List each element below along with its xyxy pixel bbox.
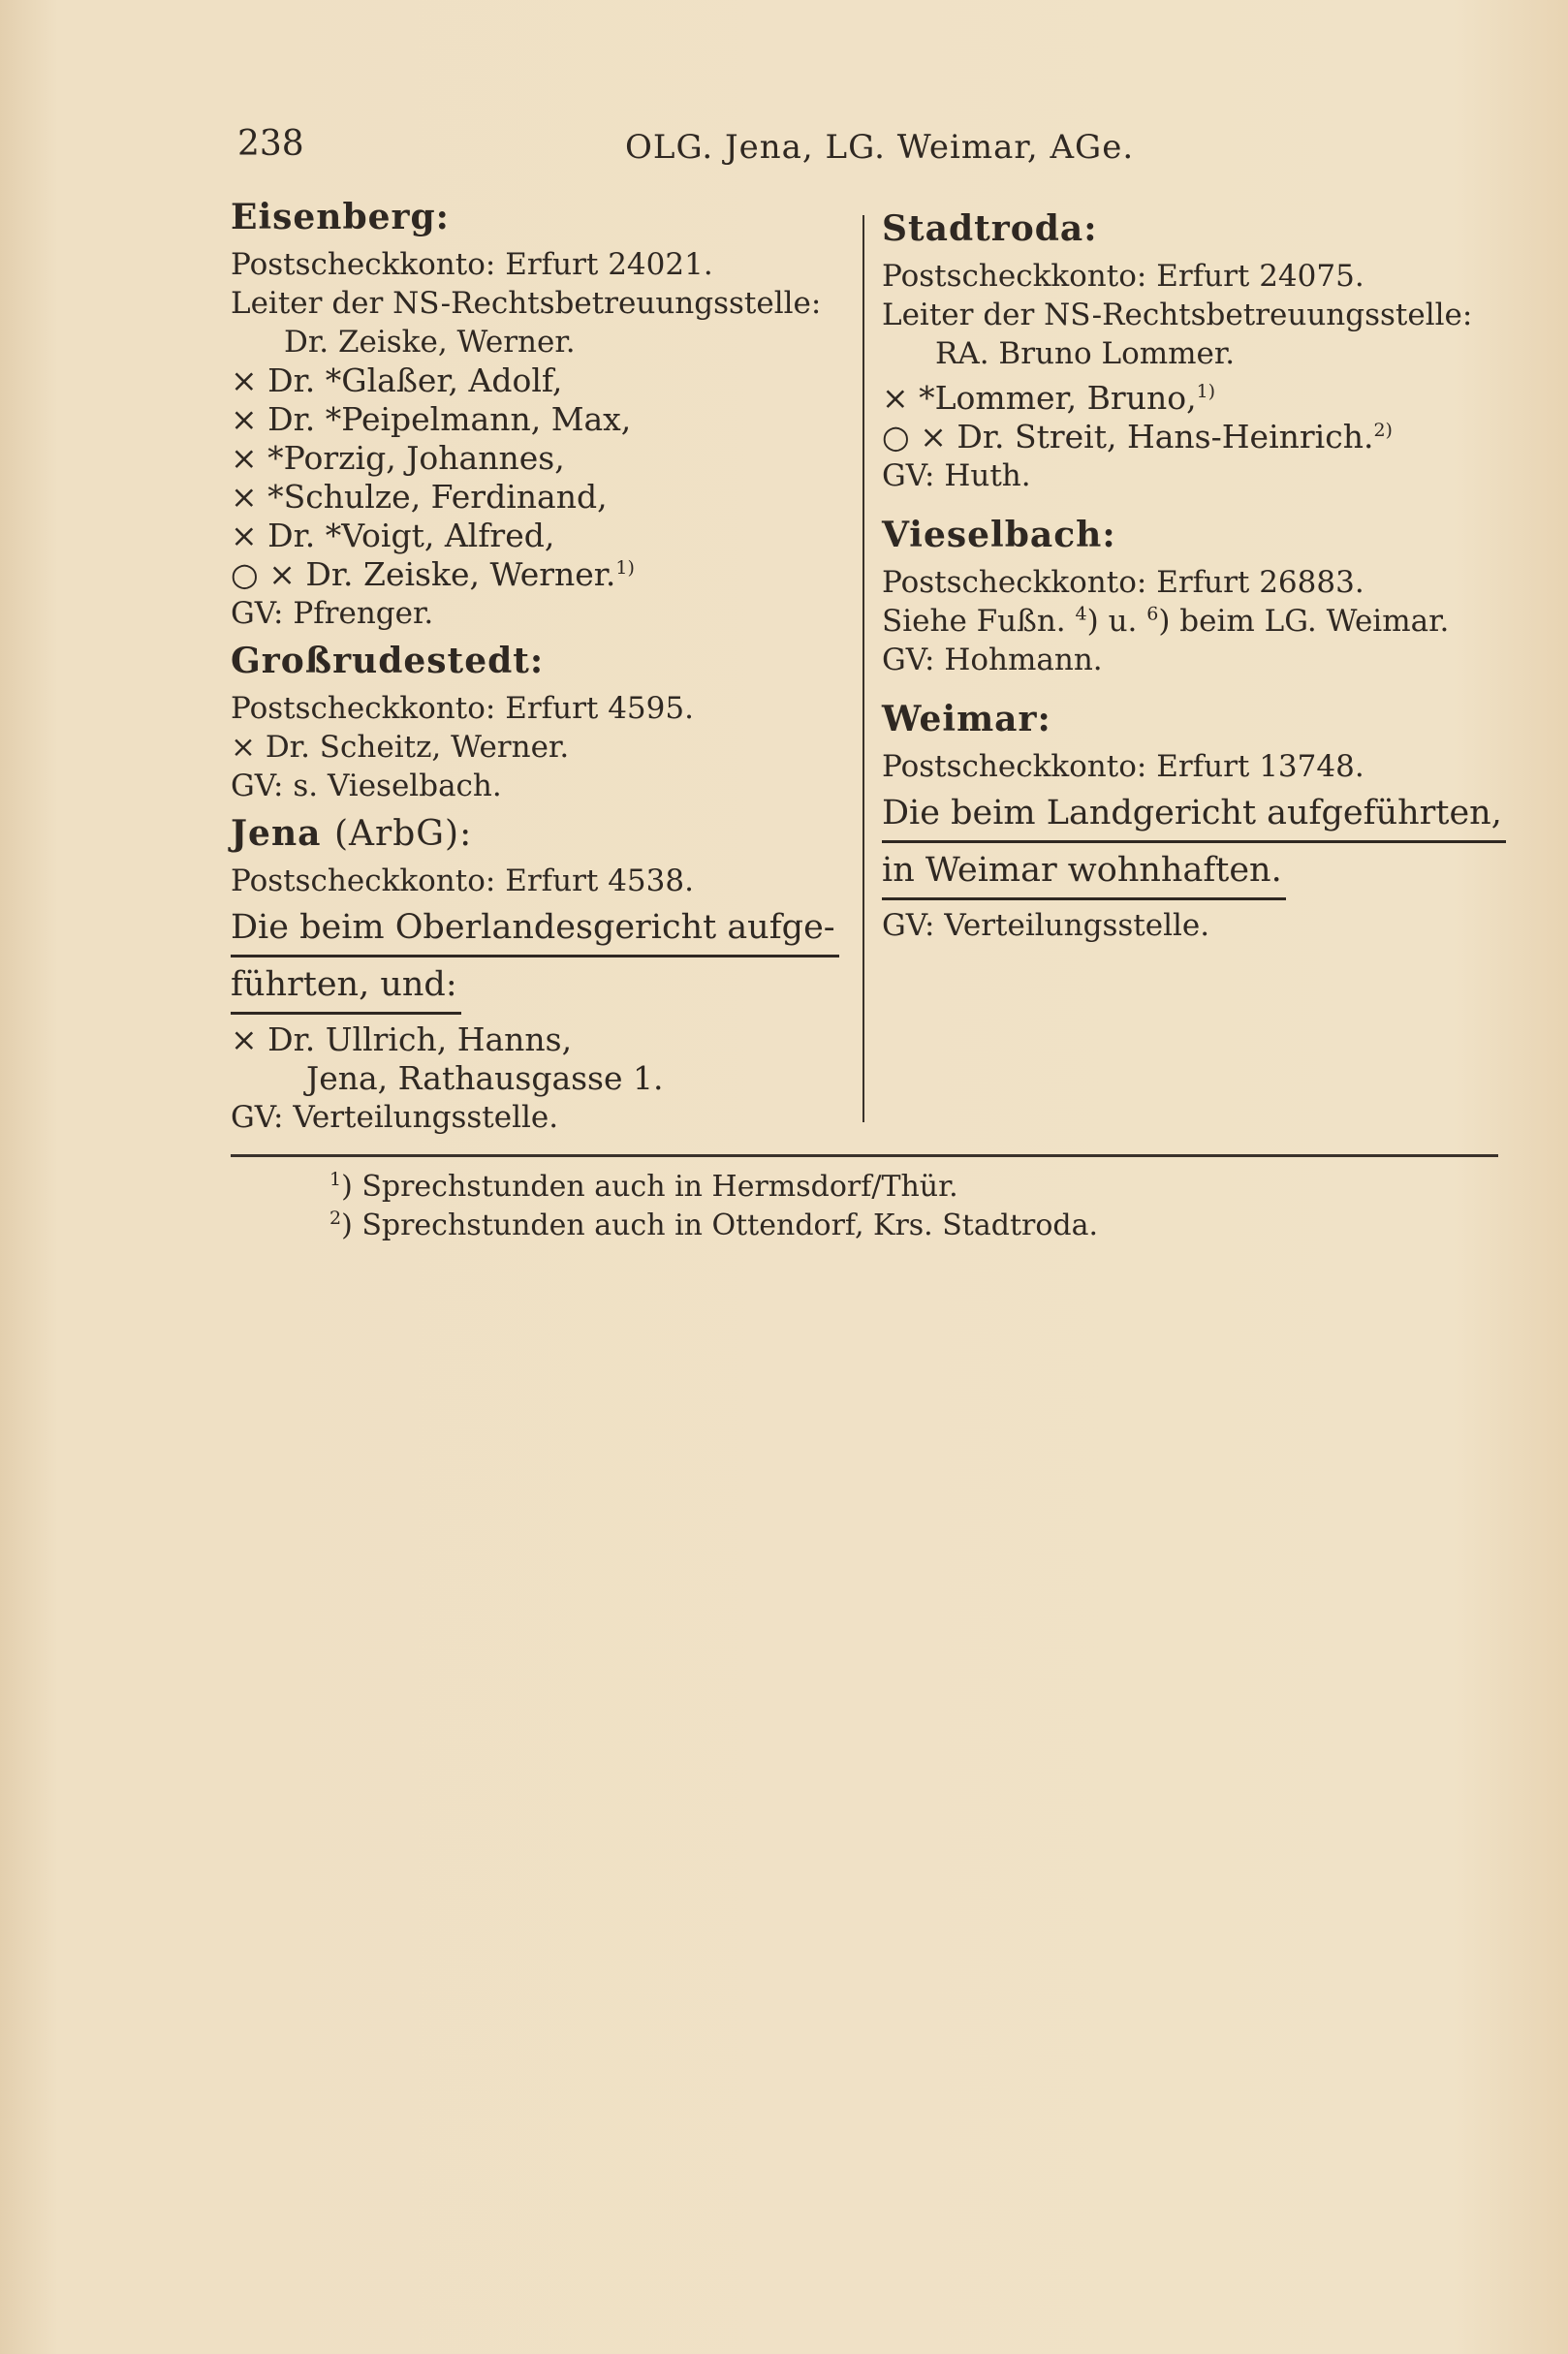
lg-note-line1: Die beim Landgericht aufgeführten, <box>882 786 1506 843</box>
gv-line: GV: Huth. <box>882 458 1031 493</box>
footnote-text: ) Sprechstunden auch in Hermsdorf/Thür. <box>341 1170 958 1204</box>
postscheck-line: Postscheckkonto: Erfurt 4538. <box>231 863 694 898</box>
footnote <box>329 1168 1098 1207</box>
list-item <box>231 555 856 594</box>
siehe-text: ) u. <box>1086 604 1138 639</box>
siehe-text: ) beim LG. Weimar. <box>1158 604 1450 639</box>
olg-note-line1: Die beim Oberlandesgericht aufge- <box>231 900 839 957</box>
section-vieselbach <box>882 515 1502 679</box>
leiter-name: RA. Bruno Lommer. <box>935 336 1236 371</box>
running-title: OLG. Jena, LG. Weimar, AGe. <box>625 128 1135 167</box>
footnote-ref: 4 <box>1075 603 1087 625</box>
leiter-label: Leiter der NS-Rechtsbetreuungsstelle: <box>882 298 1473 332</box>
column-divider <box>862 215 864 1122</box>
list-item <box>882 418 1502 456</box>
postscheck-line: Postscheckkonto: Erfurt 24021. <box>231 247 713 282</box>
section-grossrudestedt <box>231 641 856 805</box>
footnote-ref: 1) <box>1196 381 1216 402</box>
page-number: 238 <box>237 124 304 164</box>
heading-jena <box>231 813 856 854</box>
olg-note-line2: führten, und: <box>231 957 461 1015</box>
list-item-address: Jena, Rathausgasse 1. <box>306 1059 664 1097</box>
postscheck-line: Postscheckkonto: Erfurt 13748. <box>882 749 1364 784</box>
list-item: × Dr. Scheitz, Werner. <box>231 730 570 765</box>
footnote-ref: 1) <box>615 557 635 579</box>
left-column <box>231 189 856 1137</box>
footnote-mark: 2 <box>329 1208 342 1229</box>
list-item: × Dr. *Peipelmann, Max, <box>231 400 632 438</box>
section-stadtroda <box>882 208 1502 495</box>
list-item-text: × *Lommer, Bruno, <box>882 379 1197 417</box>
heading-weimar: Weimar: <box>882 699 1051 739</box>
right-column <box>882 201 1502 945</box>
footnote-ref: 6 <box>1146 603 1159 625</box>
heading-eisenberg: Eisenberg: <box>231 197 450 237</box>
footnote <box>329 1207 1098 1245</box>
leiter-name: Dr. Zeiske, Werner. <box>284 325 576 360</box>
section-jena <box>231 813 856 1137</box>
footnote-ref: 2) <box>1373 420 1393 441</box>
siehe-line <box>882 602 1502 641</box>
list-item: × Dr. *Glaßer, Adolf, <box>231 361 563 399</box>
footnote-mark: 1 <box>329 1169 342 1190</box>
siehe-text: Siehe Fußn. <box>882 604 1066 639</box>
postscheck-line: Postscheckkonto: Erfurt 4595. <box>231 691 694 726</box>
list-item: × *Porzig, Johannes, <box>231 439 565 477</box>
section-eisenberg <box>231 197 856 633</box>
heading-stadtroda: Stadtroda: <box>882 208 1098 249</box>
list-item: × Dr. *Voigt, Alfred, <box>231 517 555 554</box>
section-weimar <box>882 699 1502 945</box>
list-item: × Dr. Ullrich, Hanns, <box>231 1020 573 1058</box>
postscheck-line: Postscheckkonto: Erfurt 24075. <box>882 259 1364 294</box>
lg-note-line2: in Weimar wohnhaften. <box>882 843 1286 900</box>
heading-grossrudestedt: Großrudestedt: <box>231 641 545 681</box>
gv-line: GV: Verteilungsstelle. <box>231 1100 559 1135</box>
footnote-divider <box>231 1154 1498 1157</box>
gv-line: GV: Pfrenger. <box>231 596 434 631</box>
gv-line: GV: s. Vieselbach. <box>231 769 502 803</box>
list-item-text: ○ × Dr. Streit, Hans-Heinrich. <box>882 418 1374 455</box>
heading-jena-name: Jena <box>231 813 322 854</box>
page-header <box>237 124 1497 173</box>
footnote-text: ) Sprechstunden auch in Ottendorf, Krs. Stadtroda. <box>341 1208 1099 1242</box>
gv-line: GV: Hohmann. <box>882 643 1103 677</box>
postscheck-line: Postscheckkonto: Erfurt 26883. <box>882 565 1364 600</box>
heading-vieselbach: Vieselbach: <box>882 515 1116 555</box>
heading-jena-paren: (ArbG): <box>333 814 473 854</box>
gv-line: GV: Verteilungsstelle. <box>882 908 1210 943</box>
list-item-text: ○ × Dr. Zeiske, Werner. <box>231 555 616 593</box>
leiter-label: Leiter der NS-Rechtsbetreuungsstelle: <box>231 286 822 321</box>
footnotes <box>329 1168 1098 1245</box>
list-item <box>882 379 1502 418</box>
list-item: × *Schulze, Ferdinand, <box>231 478 608 516</box>
